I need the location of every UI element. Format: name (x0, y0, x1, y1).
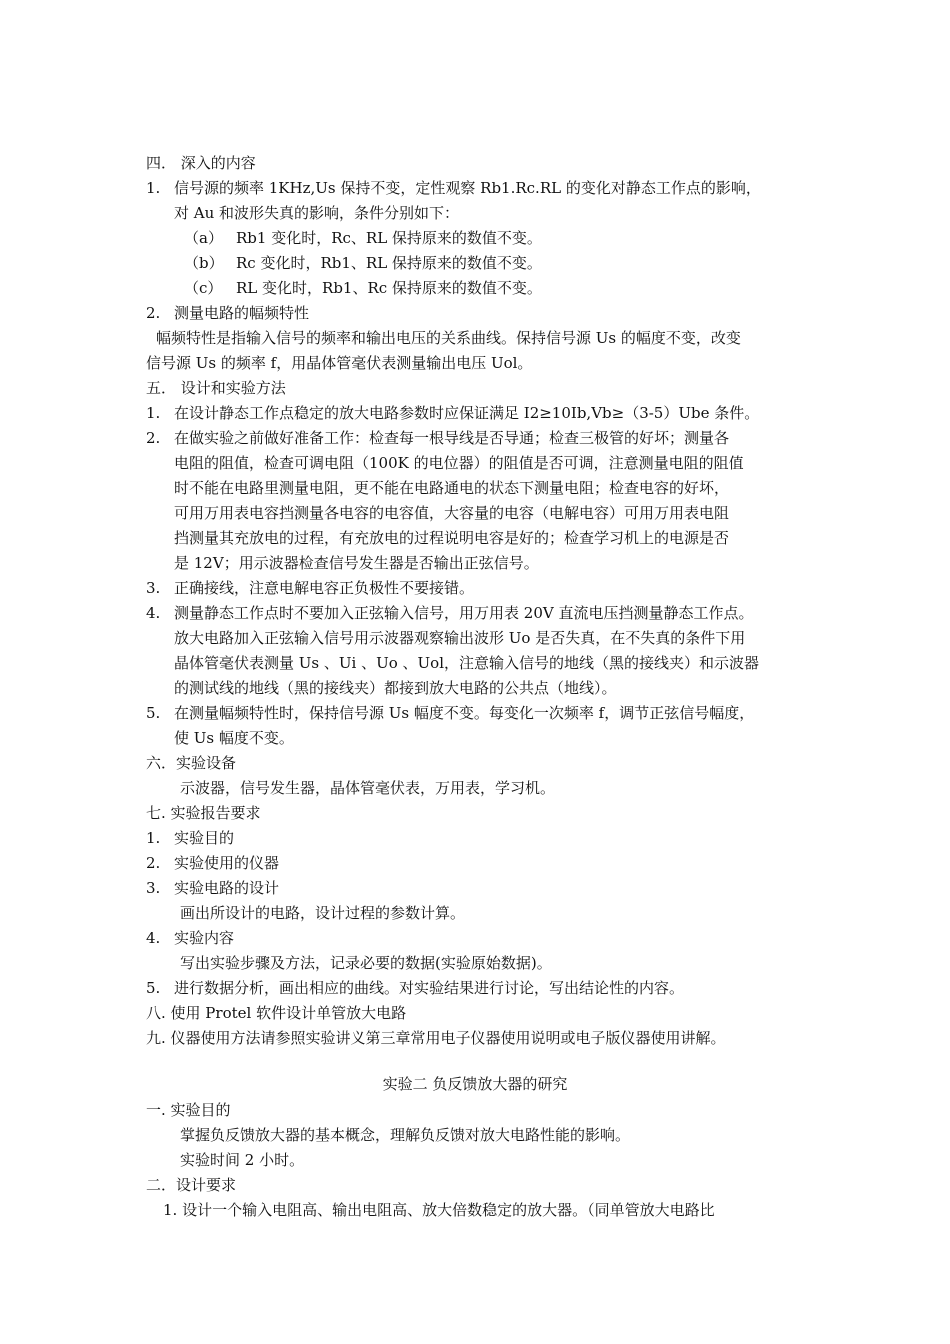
paragraph-line: 测量电路的幅频特性 (174, 304, 310, 322)
paragraph-line: 是 12V；用示波器检查信号发生器是否输出正弦信号。 (174, 554, 539, 572)
paragraph-line: 测量静态工作点时不要加入正弦输入信号，用万用表 20V 直流电压挡测量静态工作点。 (174, 604, 754, 622)
list-number: 3. (146, 579, 161, 597)
paragraph-line: 挡测量其充放电的过程，有充放电的过程说明电容是好的；检查学习机上的电源是否 (174, 529, 730, 547)
paragraph-line: 电阻的阻值，检查可调电阻（100K 的电位器）的阻值是否可调，注意测量电阻的阻值 (174, 454, 744, 472)
list-item: 实验目的 (174, 829, 235, 847)
paragraph-line: 放大电路加入正弦输入信号用示波器观察输出波形 Uo 是否失真，在不失真的条件下用 (174, 629, 746, 647)
paragraph-line: 实验时间 2 小时。 (180, 1151, 305, 1169)
paragraph-line: 在测量幅频特性时，保持信号源 Us 幅度不变。每变化一次频率 f，调节正弦信号幅度， (174, 704, 755, 722)
list-item: 进行数据分析，画出相应的曲线。对实验结果进行讨论，写出结论性的内容。 (174, 979, 685, 997)
paragraph-line: 的测试线的地线（黑的接线夹）都接到放大电路的公共点（地线）。 (174, 679, 617, 697)
paragraph-line: 掌握负反馈放大器的基本概念，理解负反馈对放大电路性能的影响。 (180, 1126, 631, 1144)
list-item: 实验电路的设计 (174, 879, 280, 897)
list-number: 2. (146, 304, 161, 322)
section-4-heading: 四． 深入的内容 (146, 154, 256, 172)
section-1-heading: 一. 实验目的 (146, 1101, 231, 1119)
sub-item-label: （b） (184, 254, 224, 272)
paragraph-line: 信号源的频率 1KHz,Us 保持不变，定性观察 Rb1.Rc.RL 的变化对静态工作点的影响， (174, 179, 761, 197)
list-number: 4. (146, 604, 161, 622)
paragraph-line: 幅频特性是指输入信号的频率和输出电压的关系曲线。保持信号源 Us 的幅度不变，改变 (156, 329, 741, 347)
list-number: 1. (146, 829, 161, 847)
paragraph-line: 示波器，信号发生器，晶体管毫伏表，万用表，学习机。 (180, 779, 556, 797)
section-9-heading: 九. 仪器使用方法请参照实验讲义第三章常用电子仪器使用说明或电子版仪器使用讲解。 (146, 1029, 726, 1047)
section-7-heading: 七. 实验报告要求 (146, 804, 261, 822)
paragraph-line: 写出实验步骤及方法，记录必要的数据(实验原始数据)。 (180, 954, 552, 972)
list-number: 5. (146, 704, 161, 722)
sub-item-text: Rc 变化时，Rb1、RL 保持原来的数值不变。 (236, 254, 542, 272)
paragraph-line: 正确接线，注意电解电容正负极性不要接错。 (174, 579, 475, 597)
paragraph-line: 在设计静态工作点稳定的放大电路参数时应保证满足 I2≥10Ib,Vb≥（3-5）Ube 条件。 (174, 404, 760, 422)
list-item: 实验使用的仪器 (174, 854, 280, 872)
sub-item-text: RL 变化时，Rb1、Rc 保持原来的数值不变。 (236, 279, 542, 297)
list-number: 2. (146, 854, 161, 872)
list-number: 2. (146, 429, 161, 447)
paragraph-line: 对 Au 和波形失真的影响，条件分别如下： (174, 204, 460, 222)
list-number: 1. (146, 179, 161, 197)
list-number: 1. (146, 404, 161, 422)
paragraph-line: 在做实验之前做好准备工作：检查每一根导线是否导通；检查三极管的好坏；测量各 (174, 429, 730, 447)
paragraph-line: 画出所设计的电路，设计过程的参数计算。 (180, 904, 466, 922)
paragraph-line: 可用万用表电容挡测量各电容的电容值，大容量的电容（电解电容）可用万用表电阻 (174, 504, 730, 522)
sub-item-text: Rb1 变化时，Rc、RL 保持原来的数值不变。 (236, 229, 542, 247)
paragraph-line: 信号源 Us 的频率 f，用晶体管毫伏表测量输出电压 Uol。 (146, 354, 533, 372)
sub-item-label: （a） (184, 229, 223, 247)
experiment-title: 实验二 负反馈放大器的研究 (382, 1075, 568, 1093)
section-5-heading: 五． 设计和实验方法 (146, 379, 286, 397)
section-8-heading: 八. 使用 Protel 软件设计单管放大电路 (146, 1004, 407, 1022)
list-item: 实验内容 (174, 929, 235, 947)
paragraph-line: 时不能在电路里测量电阻，更不能在电路通电的状态下测量电阻；检查电容的好坏， (174, 479, 730, 497)
list-number: 4. (146, 929, 161, 947)
paragraph-line: 使 Us 幅度不变。 (174, 729, 294, 747)
section-2-heading: 二．设计要求 (146, 1176, 237, 1194)
list-number: 5. (146, 979, 161, 997)
sub-item-label: （c） (184, 279, 223, 297)
paragraph-line: 1. 设计一个输入电阻高、输出电阻高、放大倍数稳定的放大器。（同单管放大电路比 (163, 1201, 715, 1219)
list-number: 3. (146, 879, 161, 897)
paragraph-line: 晶体管毫伏表测量 Us 、Ui 、Uo 、Uol，注意输入信号的地线（黑的接线夹）和示波器 (174, 654, 759, 672)
section-6-heading: 六．实验设备 (146, 754, 237, 772)
